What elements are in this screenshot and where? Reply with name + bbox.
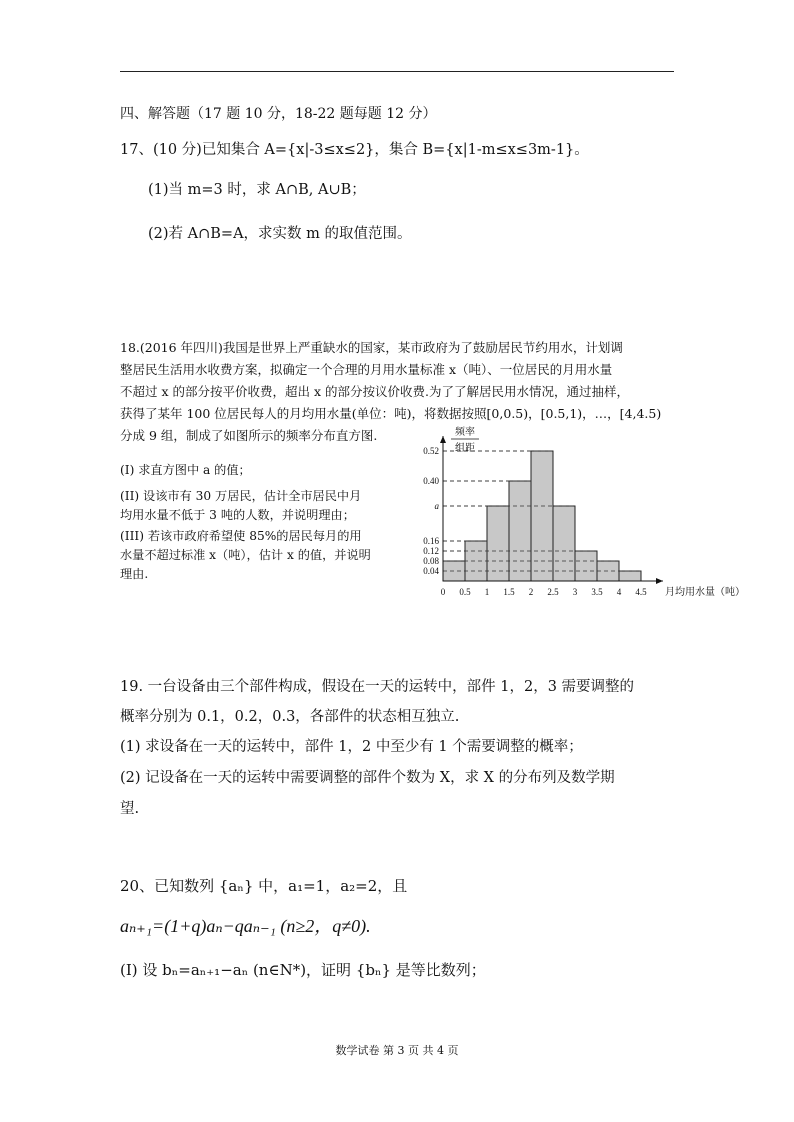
page-footer: 数学试卷 第 3 页 共 4 页 bbox=[335, 1044, 459, 1057]
q19-line: 望. bbox=[120, 801, 140, 817]
x-tick-label: 1 bbox=[484, 587, 490, 597]
q18-sub-item: 水量不超过标准 x（吨），估计 x 的值，并说明 bbox=[120, 548, 371, 562]
y-tick-label: 0.16 bbox=[423, 536, 439, 546]
histogram-bar bbox=[575, 551, 597, 581]
q18-line: 获得了某年 100 位居民每人的月均用水量(单位：吨)，将数据按照[0,0.5)，[0.5,1)，…，[4,4.5) bbox=[120, 406, 662, 421]
q18-sub-item: (II) 设该市有 30 万居民，估计全市居民中月 bbox=[120, 489, 362, 503]
q18-sub-item: 均用水量不低于 3 吨的人数，并说明理由； bbox=[120, 508, 355, 522]
q19-line: (2) 记设备在一天的运转中需要调整的部件个数为 X，求 X 的分布列及数学期 bbox=[120, 770, 615, 786]
q18-sub-item: (III) 若该市政府希望使 85%的居民每月的用 bbox=[120, 529, 362, 543]
histogram-bar bbox=[487, 506, 509, 581]
q20-line1: 20、已知数列 {aₙ} 中，a₁=1，a₂=2，且 bbox=[120, 877, 408, 895]
q17-part2: (2)若 A∩B=A，求实数 m 的取值范围。 bbox=[148, 226, 412, 242]
q18-line: 整居民生活用水收费方案，拟确定一个合理的月用水量标准 x（吨）、一位居民的月用水量 bbox=[120, 362, 613, 377]
q18-line: 分成 9 组，制成了如图所示的频率分布直方图. bbox=[120, 428, 378, 443]
histogram-bar bbox=[553, 506, 575, 581]
y-tick-label: 0.52 bbox=[423, 446, 439, 456]
x-axis-label: 月均用水量（吨） bbox=[665, 587, 745, 598]
x-tick-label: 2.5 bbox=[547, 587, 559, 597]
x-tick-label: 4 bbox=[616, 587, 622, 597]
x-tick-label: 0.5 bbox=[459, 587, 471, 597]
y-tick-label: a bbox=[434, 501, 439, 511]
q19-line: (1) 求设备在一天的运转中，部件 1，2 中至少有 1 个需要调整的概率； bbox=[120, 739, 583, 755]
y-axis-label-bottom: 组距 bbox=[455, 443, 475, 454]
x-axis-arrow bbox=[656, 578, 663, 584]
y-tick-label: 0.04 bbox=[423, 566, 439, 576]
frequency-histogram bbox=[405, 421, 765, 603]
x-tick-label: 2 bbox=[528, 587, 534, 597]
histogram-bar bbox=[619, 571, 641, 581]
q18-line: 不超过 x 的部分按平价收费，超出 x 的部分按议价收费.为了了解居民用水情况，通过抽样， bbox=[120, 384, 629, 399]
q20-part1: (I) 设 bₙ=aₙ₊₁−aₙ (n∈N*)，证明 {bₙ} 是等比数列； bbox=[120, 961, 486, 979]
q19-line: 概率分别为 0.1，0.2，0.3，各部件的状态相互独立. bbox=[120, 709, 460, 725]
y-axis-arrow bbox=[440, 436, 446, 443]
q18-sub-item: (I) 求直方图中 a 的值； bbox=[120, 463, 251, 477]
y-tick-label: 0.12 bbox=[423, 546, 439, 556]
q18-sub-item: 理由. bbox=[120, 567, 149, 581]
x-tick-label: 0 bbox=[440, 587, 446, 597]
y-tick-label: 0.40 bbox=[423, 476, 439, 486]
section-heading: 四、解答题（17 题 10 分，18-22 题每题 12 分） bbox=[120, 106, 437, 122]
q17-part1: (1)当 m=3 时，求 A∩B, A∪B； bbox=[148, 182, 366, 198]
histogram-bar bbox=[531, 451, 553, 581]
q17-stem: 17、(10 分)已知集合 A={x|-3≤x≤2}，集合 B={x|1-m≤x≤3m-1}。 bbox=[120, 142, 589, 158]
y-axis-label-top: 频率 bbox=[455, 427, 475, 438]
q18-line: 18.(2016 年四川)我国是世界上严重缺水的国家，某市政府为了鼓励居民节约用水，计划调 bbox=[120, 340, 623, 355]
q20-recurrence: aₙ₊₁=(1+q)aₙ−qaₙ₋₁ (n≥2，q≠0). bbox=[120, 916, 371, 936]
q19-line: 19. 一台设备由三个部件构成，假设在一天的运转中，部件 1，2，3 需要调整的 bbox=[120, 679, 635, 695]
y-tick-label: 0.08 bbox=[423, 556, 439, 566]
x-tick-label: 4.5 bbox=[635, 587, 647, 597]
histogram-bar bbox=[465, 541, 487, 581]
x-tick-label: 3.5 bbox=[591, 587, 603, 597]
x-tick-label: 3 bbox=[572, 587, 578, 597]
header-rule bbox=[120, 71, 674, 72]
histogram-bar bbox=[509, 481, 531, 581]
x-tick-label: 1.5 bbox=[503, 587, 515, 597]
